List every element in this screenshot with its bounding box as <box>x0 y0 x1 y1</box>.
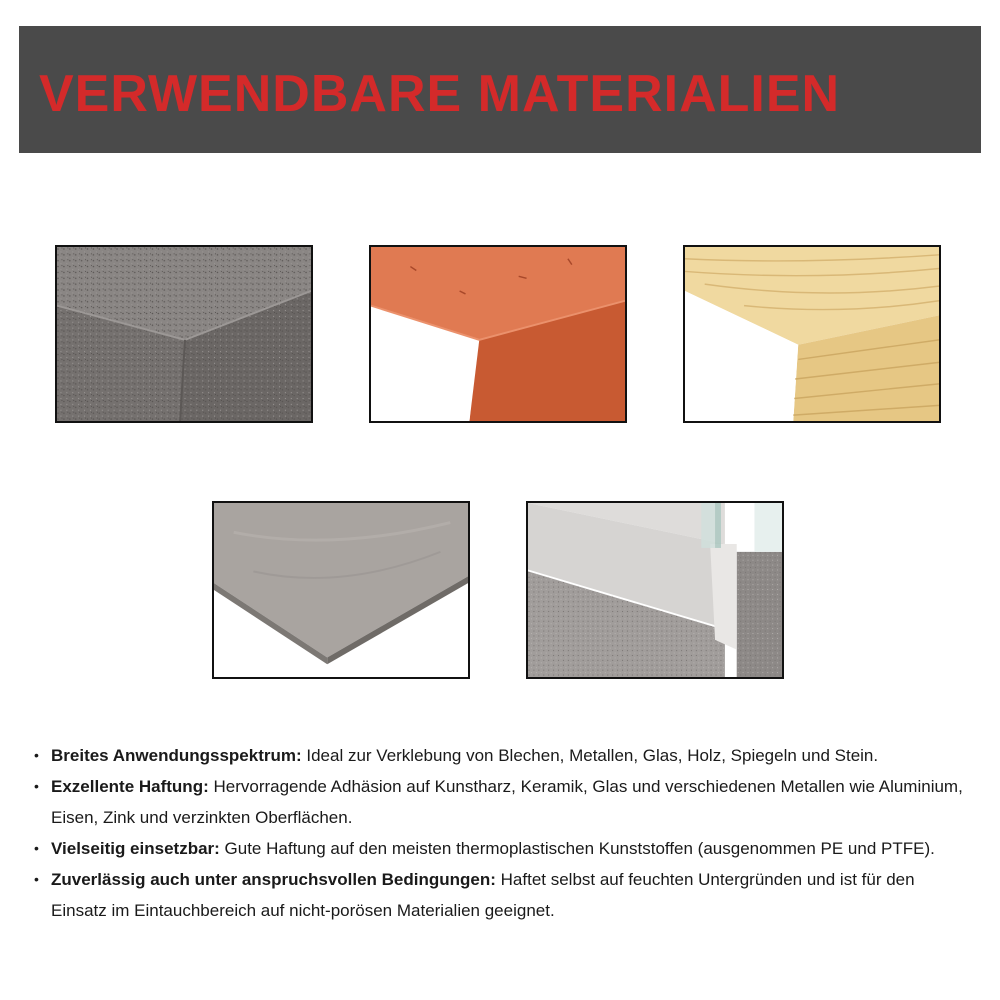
feature-text: Ideal zur Verklebung von Blechen, Metallen, Glas, Holz, Spiegeln und Stein. <box>301 746 879 765</box>
feature-title: Zuverlässig auch unter anspruchsvollen Bedingungen: <box>51 870 496 889</box>
list-item <box>34 864 964 926</box>
brick-block-image <box>369 245 627 423</box>
bullet: • <box>34 871 39 887</box>
list-item <box>34 740 964 771</box>
feature-title: Breites Anwendungsspektrum: <box>51 746 302 765</box>
feature-list <box>34 740 964 926</box>
bullet: • <box>34 840 39 856</box>
feature-text: Hervorragende Adhäsion auf Kunstharz, Keramik, Glas und verschiedenen Metallen wie Aluminium, Eisen, Zink und verzinkten Oberflächen. <box>51 777 963 827</box>
bullet: • <box>34 778 39 794</box>
wood-board-image <box>683 245 941 423</box>
glass-in-channel-image <box>526 501 784 679</box>
page-title: VERWENDBARE MATERIALIEN <box>39 65 841 123</box>
stone-slab-image <box>212 501 470 679</box>
feature-title: Vielseitig einsetzbar: <box>51 839 220 858</box>
title-banner <box>19 26 981 153</box>
feature-title: Exzellente Haftung: <box>51 777 209 796</box>
feature-text: Haftet selbst auf feuchten Untergründen und ist für den Einsatz im Eintauchbereich auf nicht-porösen Materialien geeignet. <box>51 870 915 920</box>
feature-text: Gute Haftung auf den meisten thermoplastischen Kunststoffen (ausgenommen PE und PTFE). <box>219 839 935 858</box>
bullet: • <box>34 747 39 763</box>
list-item <box>34 771 964 833</box>
concrete-block-image <box>55 245 313 423</box>
list-item <box>34 833 964 864</box>
